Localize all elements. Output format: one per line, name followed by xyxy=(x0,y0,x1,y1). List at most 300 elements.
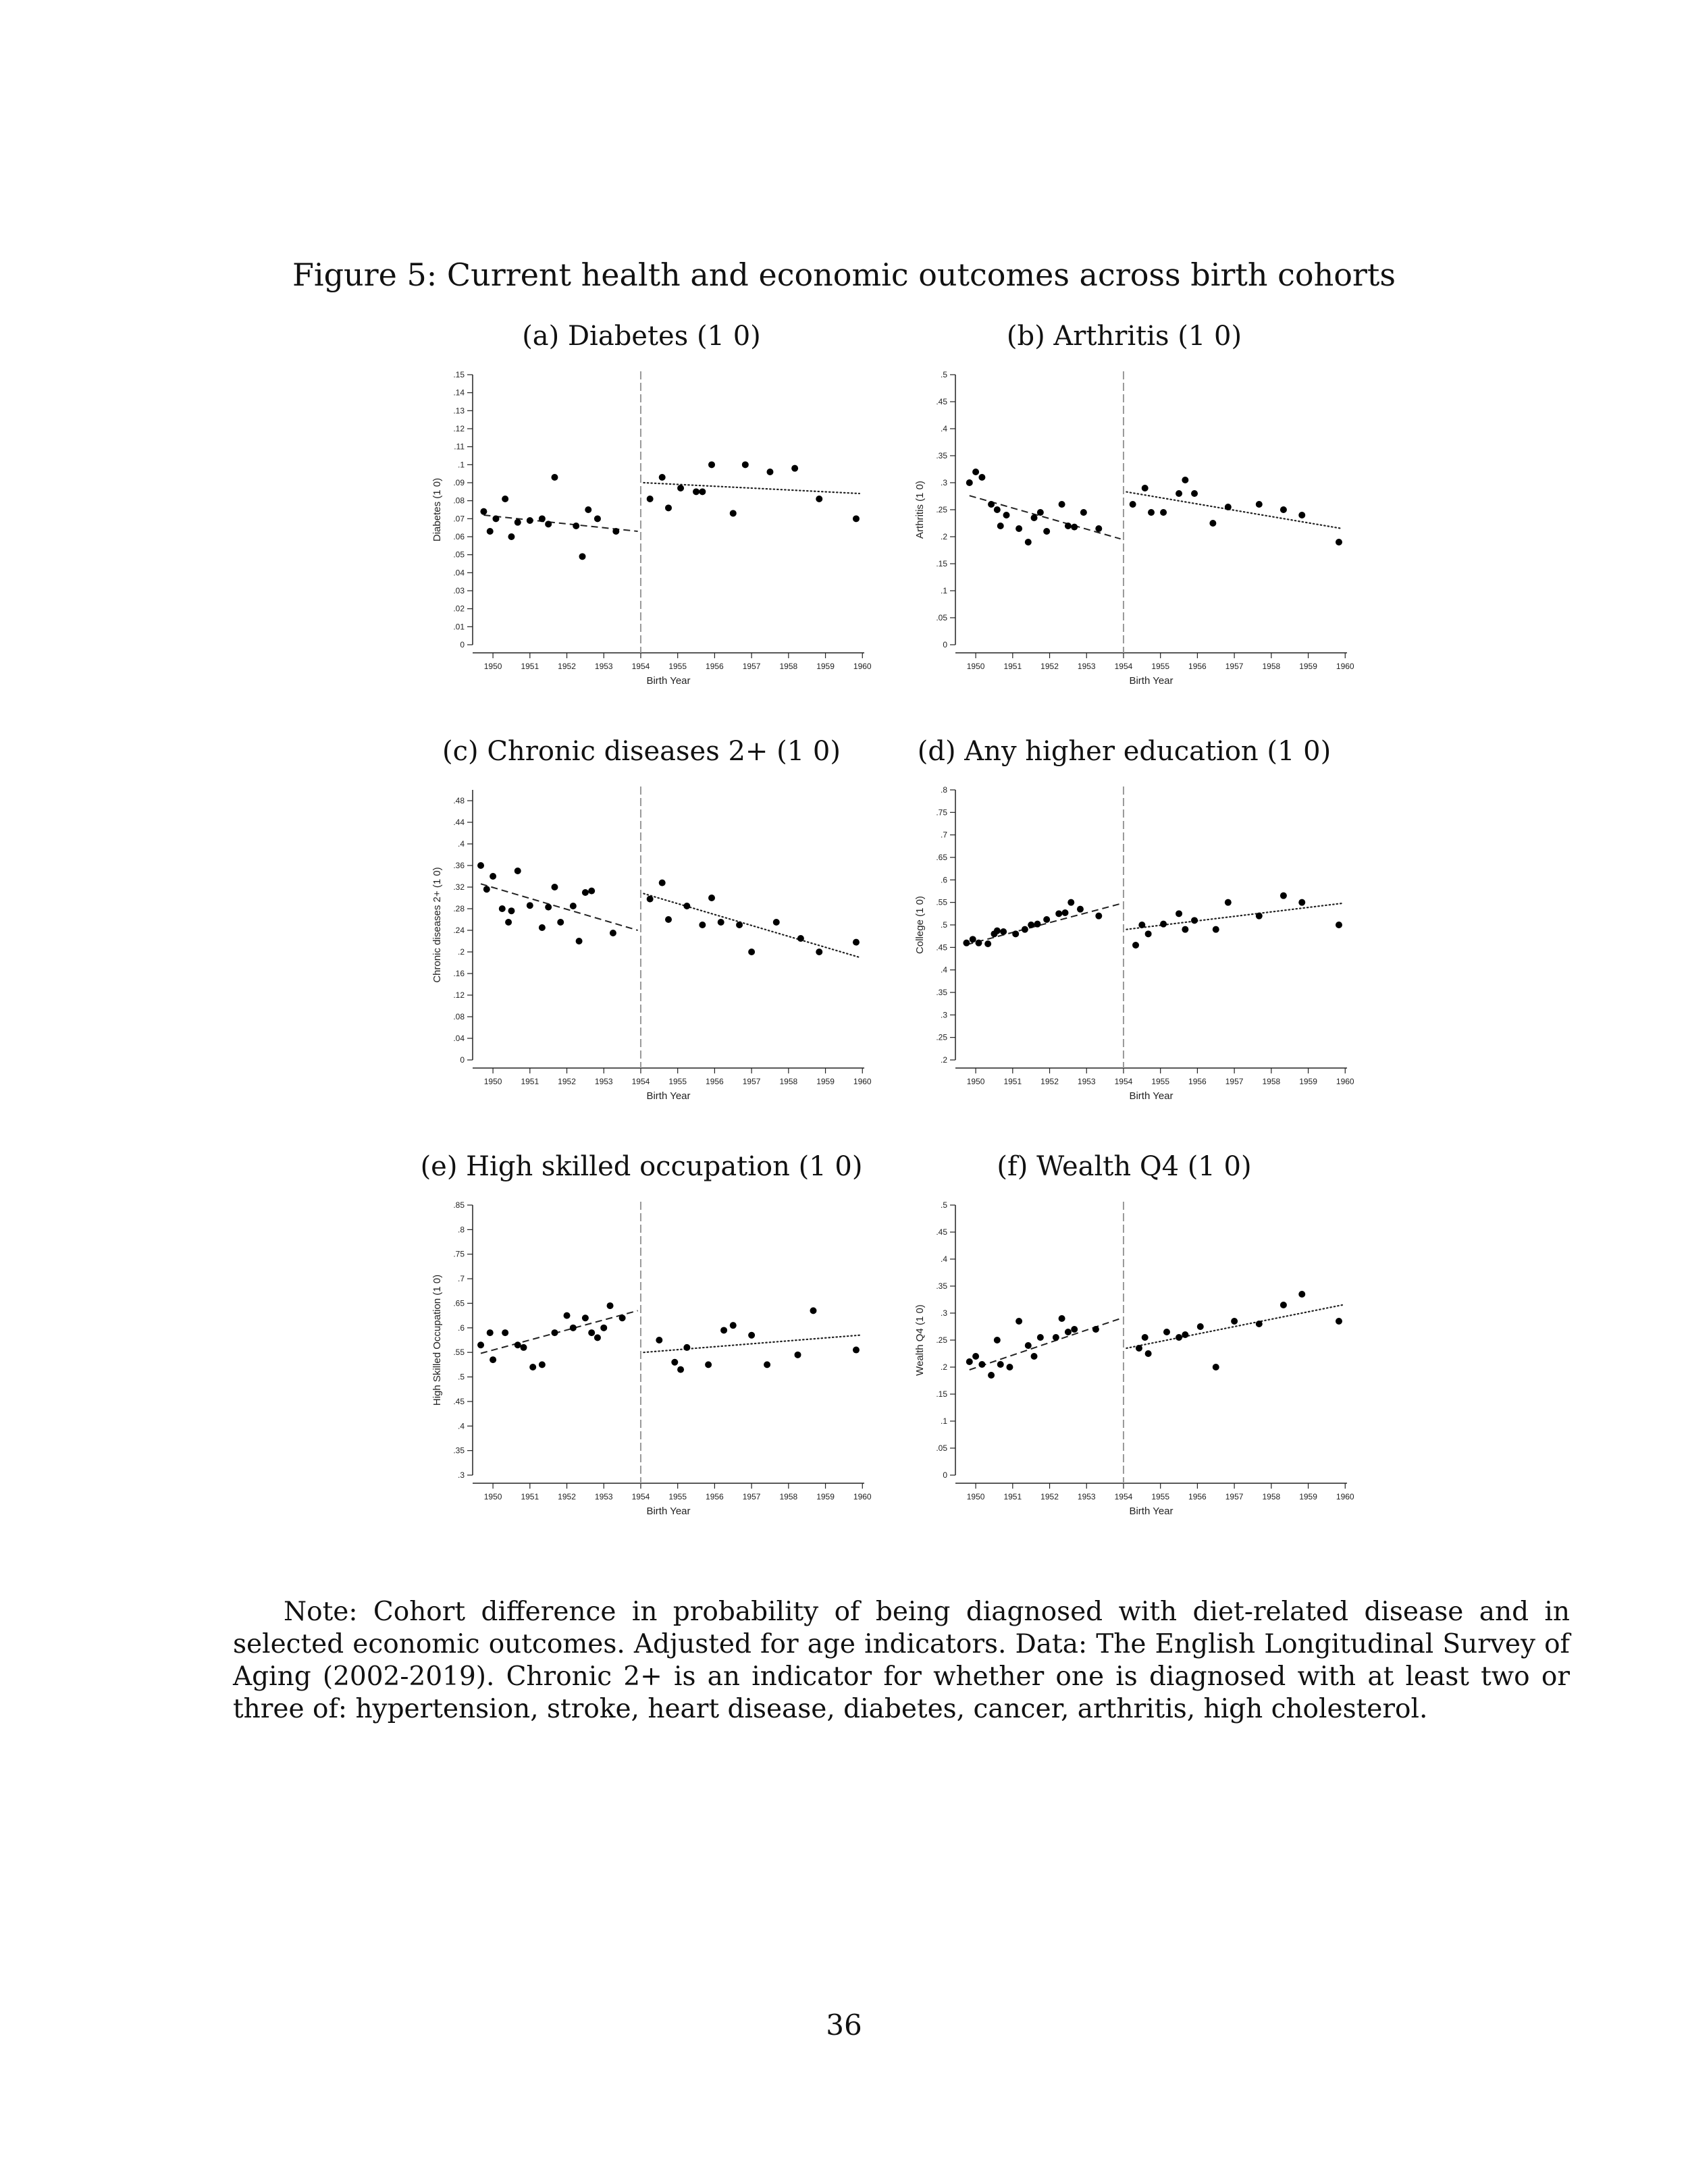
data-point xyxy=(748,1332,755,1339)
y-tick-label: 0 xyxy=(943,1470,947,1480)
data-point xyxy=(576,938,583,944)
y-tick-label: .5 xyxy=(457,1372,465,1382)
x-axis-label: Birth Year xyxy=(646,1090,691,1102)
y-tick-label: .2 xyxy=(940,1362,947,1372)
y-tick-label: .65 xyxy=(936,853,947,862)
x-tick-label: 1956 xyxy=(706,1077,724,1086)
data-point xyxy=(499,905,506,912)
x-tick-label: 1958 xyxy=(1262,1492,1281,1501)
data-point xyxy=(492,515,499,522)
x-tick-label: 1954 xyxy=(1114,1492,1133,1501)
y-tick-label: .25 xyxy=(936,1032,947,1042)
data-point xyxy=(610,930,616,936)
chart-panel-chronic-diseases xyxy=(398,736,885,1141)
data-point xyxy=(1043,528,1050,535)
data-point xyxy=(994,506,1001,513)
data-point xyxy=(1095,525,1102,532)
y-tick-label: .28 xyxy=(453,904,465,913)
data-point xyxy=(515,1341,521,1348)
data-point xyxy=(607,1302,614,1309)
data-point xyxy=(1043,916,1050,923)
x-tick-label: 1960 xyxy=(1336,662,1354,671)
y-tick-label: .4 xyxy=(457,839,465,849)
y-tick-label: .08 xyxy=(453,1012,465,1021)
data-point xyxy=(1059,501,1065,508)
x-tick-label: 1959 xyxy=(816,662,835,671)
x-tick-label: 1957 xyxy=(742,1077,761,1086)
data-point xyxy=(853,1347,860,1354)
data-point xyxy=(1025,539,1032,545)
x-tick-label: 1955 xyxy=(668,1492,687,1501)
data-point xyxy=(1025,1342,1032,1349)
y-tick-label: .6 xyxy=(457,1323,465,1333)
data-point xyxy=(1022,926,1028,933)
data-point xyxy=(1142,1334,1149,1341)
data-point xyxy=(582,1314,589,1321)
chart-title: (d) Any higher education (1 0) xyxy=(917,736,1331,767)
y-axis-label: Diabetes (1 0) xyxy=(431,477,443,542)
data-point xyxy=(773,919,780,926)
x-tick-label: 1959 xyxy=(1299,1077,1317,1086)
x-tick-label: 1956 xyxy=(1188,1077,1207,1086)
data-point xyxy=(708,895,715,901)
y-tick-label: .55 xyxy=(936,897,947,907)
chart-title: (e) High skilled occupation (1 0) xyxy=(420,1151,863,1182)
data-point xyxy=(683,903,690,909)
y-tick-label: .15 xyxy=(936,1389,947,1399)
data-point xyxy=(810,1307,816,1314)
y-tick-label: .45 xyxy=(453,1396,465,1406)
data-point xyxy=(1055,910,1062,917)
data-point xyxy=(795,1352,801,1358)
y-tick-label: .12 xyxy=(453,990,465,1000)
data-point xyxy=(1031,1353,1038,1360)
x-tick-label: 1960 xyxy=(853,1077,872,1086)
x-tick-label: 1958 xyxy=(779,1492,798,1501)
data-point xyxy=(477,862,484,869)
y-axis-label: High Skilled Occupation (1 0) xyxy=(431,1274,443,1406)
data-point xyxy=(988,1372,995,1379)
data-point xyxy=(1225,504,1232,510)
x-axis-label: Birth Year xyxy=(1129,1090,1173,1102)
data-point xyxy=(665,504,672,511)
data-point xyxy=(1077,906,1084,913)
x-tick-label: 1952 xyxy=(558,1077,576,1086)
data-point xyxy=(573,523,579,529)
y-tick-label: .2 xyxy=(940,532,947,541)
y-tick-label: .4 xyxy=(940,1254,947,1264)
data-point xyxy=(766,469,773,475)
x-tick-label: 1959 xyxy=(816,1077,835,1086)
y-tick-label: .3 xyxy=(457,1470,465,1480)
y-tick-label: .04 xyxy=(453,568,465,578)
data-point xyxy=(1336,1318,1342,1325)
y-tick-label: .75 xyxy=(936,807,947,818)
x-tick-label: 1957 xyxy=(1225,1492,1244,1501)
x-tick-label: 1950 xyxy=(966,1492,985,1501)
y-tick-label: .6 xyxy=(940,875,947,885)
fit-line-pre-cutoff xyxy=(966,904,1120,945)
data-point xyxy=(1336,922,1342,928)
y-tick-label: .35 xyxy=(453,1445,465,1456)
data-point xyxy=(1132,942,1139,949)
y-tick-label: .5 xyxy=(940,370,947,379)
data-point xyxy=(972,1353,979,1360)
data-point xyxy=(708,461,715,468)
data-point xyxy=(1182,1331,1188,1338)
data-point xyxy=(1016,1318,1022,1325)
x-tick-label: 1953 xyxy=(1077,662,1096,671)
data-point xyxy=(487,1329,494,1336)
x-axis-label: Birth Year xyxy=(646,675,691,687)
data-point xyxy=(508,907,515,914)
data-point xyxy=(972,469,979,475)
data-point xyxy=(656,1337,662,1343)
y-tick-label: .48 xyxy=(453,796,465,805)
fit-line-post-cutoff xyxy=(1126,492,1342,529)
x-tick-label: 1953 xyxy=(1077,1077,1096,1086)
x-tick-label: 1951 xyxy=(1003,1492,1022,1501)
chart-title: (f) Wealth Q4 (1 0) xyxy=(997,1151,1252,1182)
data-point xyxy=(1138,922,1145,928)
y-tick-label: .03 xyxy=(453,586,465,595)
data-point xyxy=(1197,1323,1204,1330)
y-tick-label: .1 xyxy=(940,1416,947,1426)
data-point xyxy=(1000,928,1007,935)
data-point xyxy=(527,517,533,524)
y-tick-label: .35 xyxy=(936,451,947,460)
x-tick-label: 1953 xyxy=(594,662,613,671)
data-point xyxy=(1336,539,1342,545)
y-tick-label: .2 xyxy=(940,1055,947,1065)
data-point xyxy=(1280,506,1287,513)
x-tick-label: 1960 xyxy=(853,1492,872,1501)
y-tick-label: .44 xyxy=(453,818,465,827)
fit-line-post-cutoff xyxy=(643,894,860,957)
y-tick-label: .7 xyxy=(457,1274,465,1284)
data-point xyxy=(1145,1350,1152,1357)
x-tick-label: 1958 xyxy=(779,662,798,671)
y-axis-label: Chronic diseases 2+ (1 0) xyxy=(431,867,443,983)
x-tick-label: 1952 xyxy=(558,662,576,671)
data-point xyxy=(515,519,521,526)
data-point xyxy=(1176,1334,1182,1341)
data-point xyxy=(551,1329,558,1336)
data-point xyxy=(1142,485,1149,491)
data-point xyxy=(1037,1334,1044,1341)
data-point xyxy=(984,940,991,947)
data-point xyxy=(816,496,822,502)
y-tick-label: .15 xyxy=(453,370,465,379)
data-point xyxy=(1071,524,1078,531)
data-point xyxy=(1095,913,1102,920)
x-axis-label: Birth Year xyxy=(646,1506,691,1517)
y-tick-label: .8 xyxy=(940,785,947,795)
data-point xyxy=(539,515,546,522)
data-point xyxy=(502,496,508,502)
x-tick-label: 1950 xyxy=(483,662,502,671)
data-point xyxy=(665,916,672,923)
x-tick-label: 1957 xyxy=(1225,1077,1244,1086)
data-point xyxy=(736,922,743,928)
data-point xyxy=(1160,921,1167,928)
data-point xyxy=(966,1358,973,1365)
fit-line-post-cutoff xyxy=(1126,1305,1342,1348)
y-tick-label: .3 xyxy=(940,1010,947,1020)
data-point xyxy=(619,1314,626,1321)
x-tick-label: 1951 xyxy=(1003,662,1022,671)
data-point xyxy=(647,496,654,502)
data-point xyxy=(1028,922,1034,928)
data-point xyxy=(1031,514,1038,521)
chart-panel-high-skilled-occupation xyxy=(398,1151,885,1556)
figure-title: Figure 5: Current health and economic outcomes across birth cohorts xyxy=(292,257,1396,293)
chart-title: (a) Diabetes (1 0) xyxy=(522,321,761,352)
data-point xyxy=(1176,910,1182,917)
data-point xyxy=(647,896,654,903)
x-tick-label: 1952 xyxy=(1040,662,1059,671)
y-tick-label: .4 xyxy=(940,424,947,433)
x-tick-label: 1953 xyxy=(1077,1492,1096,1501)
y-tick-label: .04 xyxy=(453,1034,465,1043)
y-tick-label: .1 xyxy=(940,586,947,595)
page-number: 36 xyxy=(826,2008,862,2042)
data-point xyxy=(508,533,515,540)
y-tick-label: .11 xyxy=(454,442,465,452)
y-tick-label: .25 xyxy=(936,505,947,514)
chart-panel-arthritis xyxy=(881,321,1367,726)
x-tick-label: 1959 xyxy=(1299,662,1317,671)
data-point xyxy=(659,474,666,481)
x-tick-label: 1956 xyxy=(706,662,724,671)
data-point xyxy=(1213,1364,1219,1370)
data-point xyxy=(579,553,586,560)
y-tick-label: .16 xyxy=(453,969,465,978)
data-point xyxy=(600,1325,607,1331)
data-point xyxy=(1145,930,1152,937)
y-tick-label: .02 xyxy=(453,604,465,614)
x-axis-label: Birth Year xyxy=(1129,675,1173,687)
data-point xyxy=(1160,509,1167,516)
data-point xyxy=(988,501,995,508)
x-tick-label: 1956 xyxy=(1188,1492,1207,1501)
data-point xyxy=(1209,520,1216,527)
x-tick-label: 1951 xyxy=(1003,1077,1022,1086)
fit-line-pre-cutoff xyxy=(970,1319,1121,1370)
data-point xyxy=(564,1312,571,1319)
data-point xyxy=(978,1361,985,1368)
data-point xyxy=(529,1364,536,1370)
data-point xyxy=(699,488,706,495)
chart-title: (c) Chronic diseases 2+ (1 0) xyxy=(442,736,841,767)
chart-panel-diabetes xyxy=(398,321,885,726)
data-point xyxy=(1231,1318,1238,1325)
data-point xyxy=(487,528,494,535)
y-tick-label: .4 xyxy=(940,965,947,975)
fit-line-post-cutoff xyxy=(643,483,860,494)
y-axis-label: College (1 0) xyxy=(914,896,926,954)
x-tick-label: 1954 xyxy=(1114,662,1133,671)
data-point xyxy=(764,1361,770,1368)
x-tick-label: 1958 xyxy=(1262,1077,1281,1086)
data-point xyxy=(570,903,577,909)
y-tick-label: .32 xyxy=(453,882,465,892)
y-tick-label: .3 xyxy=(940,1308,947,1318)
chart-arthritis xyxy=(881,368,1367,719)
data-point xyxy=(582,889,589,896)
x-tick-label: 1959 xyxy=(816,1492,835,1501)
data-point xyxy=(853,939,860,946)
y-tick-label: .05 xyxy=(936,1443,947,1453)
x-tick-label: 1955 xyxy=(1151,1492,1170,1501)
data-point xyxy=(594,1334,601,1341)
y-tick-label: .06 xyxy=(453,532,465,541)
y-tick-label: .35 xyxy=(936,1281,947,1291)
data-point xyxy=(1176,490,1182,497)
data-point xyxy=(1062,909,1069,916)
x-tick-label: 1959 xyxy=(1299,1492,1317,1501)
data-point xyxy=(1256,501,1263,508)
data-point xyxy=(1080,509,1087,516)
data-point xyxy=(545,521,552,527)
y-tick-label: .45 xyxy=(936,942,947,953)
y-tick-label: .8 xyxy=(457,1225,465,1235)
data-point xyxy=(997,1361,1004,1368)
data-point xyxy=(1191,917,1198,924)
y-tick-label: .65 xyxy=(453,1298,465,1308)
y-axis-label: Wealth Q4 (1 0) xyxy=(914,1304,926,1376)
data-point xyxy=(1213,926,1219,933)
data-point xyxy=(539,1361,546,1368)
data-point xyxy=(483,886,490,893)
x-tick-label: 1960 xyxy=(1336,1492,1354,1501)
y-tick-label: .85 xyxy=(453,1200,465,1210)
data-point xyxy=(791,465,798,472)
data-point xyxy=(539,924,546,931)
data-point xyxy=(718,919,724,926)
y-tick-label: .05 xyxy=(936,613,947,622)
data-point xyxy=(1148,509,1155,516)
x-tick-label: 1957 xyxy=(742,1492,761,1501)
x-axis-label: Birth Year xyxy=(1129,1506,1173,1517)
data-point xyxy=(585,506,591,513)
y-tick-label: 0 xyxy=(460,640,465,649)
data-point xyxy=(588,1329,595,1336)
data-point xyxy=(527,902,533,909)
chart-wealth-q4 xyxy=(881,1198,1367,1549)
data-point xyxy=(797,935,804,942)
chart-higher-education xyxy=(881,783,1367,1134)
data-point xyxy=(1163,1329,1170,1335)
x-tick-label: 1957 xyxy=(1225,662,1244,671)
data-point xyxy=(683,1344,690,1351)
data-point xyxy=(1256,1321,1263,1327)
data-point xyxy=(594,515,601,522)
y-tick-label: .45 xyxy=(936,1227,947,1237)
x-tick-label: 1950 xyxy=(483,1077,502,1086)
data-point xyxy=(1136,1345,1142,1352)
x-tick-label: 1953 xyxy=(594,1077,613,1086)
x-tick-label: 1953 xyxy=(594,1492,613,1501)
chart-high-skilled-occupation xyxy=(398,1198,885,1549)
data-point xyxy=(1065,523,1072,529)
data-point xyxy=(659,880,666,886)
y-tick-label: .14 xyxy=(453,388,465,398)
y-tick-label: .7 xyxy=(940,830,947,840)
y-tick-label: .08 xyxy=(453,496,465,506)
data-point xyxy=(853,515,860,522)
x-tick-label: 1955 xyxy=(668,1077,687,1086)
y-tick-label: .5 xyxy=(940,920,947,930)
x-tick-label: 1955 xyxy=(1151,662,1170,671)
data-point xyxy=(570,1325,577,1331)
data-point xyxy=(693,488,700,495)
data-point xyxy=(1298,512,1305,518)
data-point xyxy=(1130,501,1136,508)
data-point xyxy=(975,940,982,947)
x-tick-label: 1954 xyxy=(1114,1077,1133,1086)
x-tick-label: 1952 xyxy=(1040,1077,1059,1086)
data-point xyxy=(1298,1291,1305,1298)
data-point xyxy=(505,919,512,926)
x-tick-label: 1960 xyxy=(1336,1077,1354,1086)
data-point xyxy=(1059,1315,1065,1322)
data-point xyxy=(1280,893,1287,899)
data-point xyxy=(1280,1302,1287,1308)
y-tick-label: .35 xyxy=(936,988,947,997)
y-tick-label: .09 xyxy=(453,478,465,487)
fit-line-post-cutoff xyxy=(1126,903,1342,930)
x-tick-label: 1957 xyxy=(742,662,761,671)
data-point xyxy=(963,940,970,947)
x-tick-label: 1951 xyxy=(521,1492,539,1501)
data-point xyxy=(730,1322,737,1329)
x-tick-label: 1952 xyxy=(1040,1492,1059,1501)
y-tick-label: .45 xyxy=(936,397,947,406)
y-tick-label: .12 xyxy=(453,424,465,433)
x-tick-label: 1954 xyxy=(631,1077,650,1086)
data-point xyxy=(557,919,564,926)
x-tick-label: 1951 xyxy=(521,662,539,671)
data-point xyxy=(1012,930,1019,937)
y-tick-label: .15 xyxy=(936,559,947,568)
data-point xyxy=(502,1329,508,1336)
x-tick-label: 1950 xyxy=(966,1077,985,1086)
chart-title: (b) Arthritis (1 0) xyxy=(1006,321,1242,352)
data-point xyxy=(994,1337,1001,1343)
data-point xyxy=(480,508,487,515)
x-tick-label: 1958 xyxy=(1262,662,1281,671)
data-point xyxy=(612,528,619,535)
chart-chronic-diseases xyxy=(398,783,885,1134)
data-point xyxy=(966,479,973,486)
data-point xyxy=(551,884,558,890)
x-tick-label: 1950 xyxy=(966,662,985,671)
data-point xyxy=(1071,1326,1078,1333)
x-tick-label: 1954 xyxy=(631,662,650,671)
data-point xyxy=(1298,899,1305,906)
x-tick-label: 1955 xyxy=(668,662,687,671)
data-point xyxy=(994,928,1001,934)
data-point xyxy=(1092,1326,1099,1333)
data-point xyxy=(699,922,706,928)
y-tick-label: .13 xyxy=(453,406,465,416)
data-point xyxy=(970,936,976,942)
data-point xyxy=(730,510,737,516)
data-point xyxy=(1182,477,1188,483)
y-tick-label: .75 xyxy=(453,1249,465,1259)
data-point xyxy=(1016,525,1022,532)
